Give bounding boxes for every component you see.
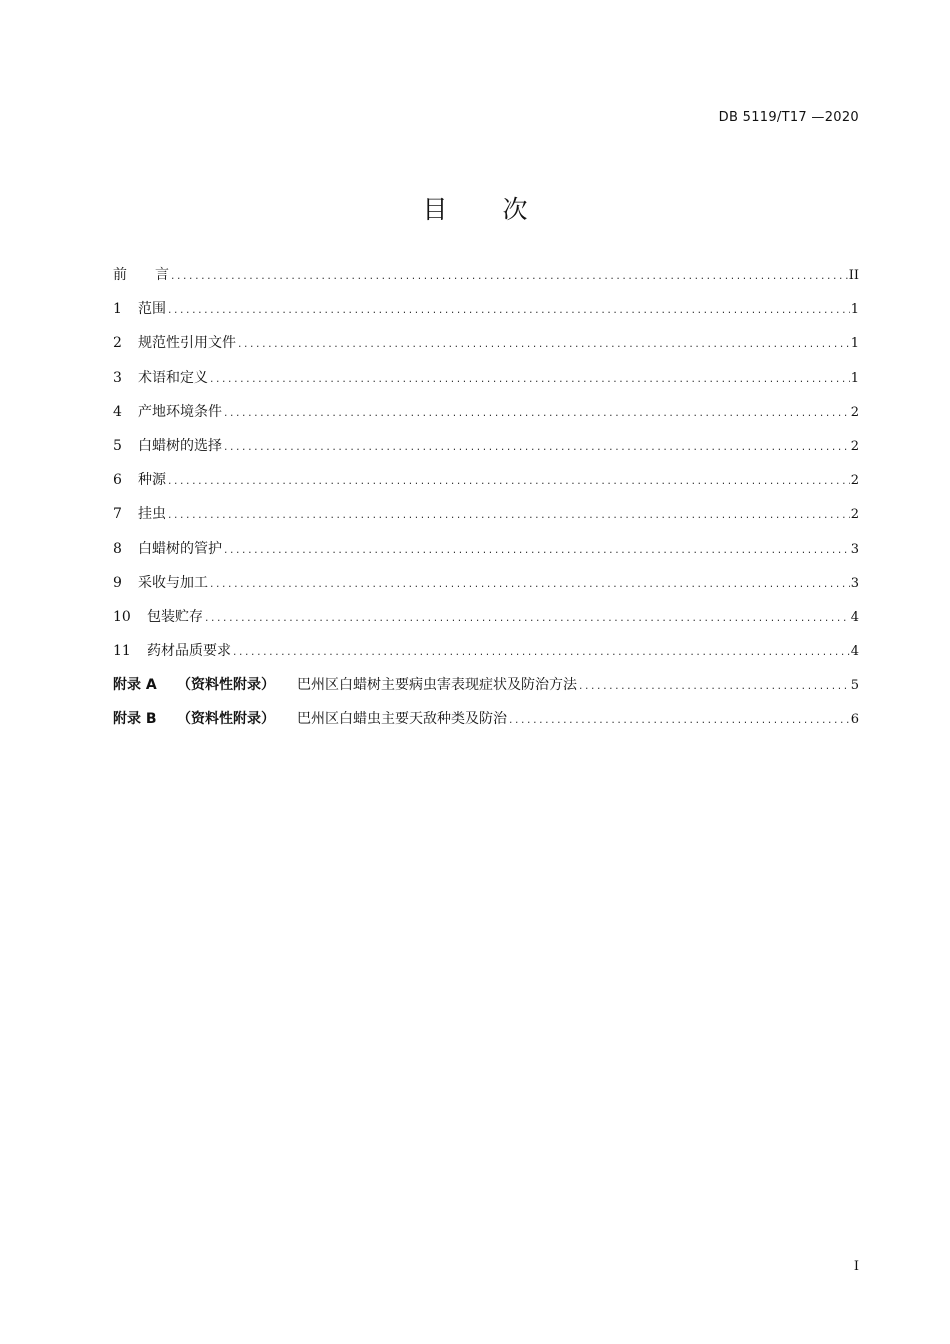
toc-leader-dots [578,676,850,698]
toc-entry-appendix-b[interactable] [113,708,859,742]
toc-entry-number: 7 [113,506,122,523]
standard-code: DB 5119/T17 —2020 [718,110,859,125]
toc-entry-number: 6 [113,472,122,489]
toc-entry-page: 1 [850,370,859,386]
toc-entry-label: 术语和定义 [138,369,208,386]
toc-entry-3[interactable] [113,367,859,401]
toc-entry-page: 6 [850,712,859,728]
toc-appendix-title: 巴州区白蜡虫主要天敌种类及防治 [297,711,507,728]
toc-entry-2[interactable] [113,332,859,366]
toc-leader-dots [167,300,850,322]
toc-entry-page: 2 [850,438,859,454]
toc-entry-number: 4 [113,403,122,420]
footer-page-number: I [853,1259,859,1274]
toc-leader-dots [508,710,850,732]
toc-entry-label: 前 言 [113,267,169,283]
toc-entry-label: 挂虫 [138,506,166,523]
toc-entry-page: II [848,268,859,283]
toc-appendix-number: 附录 A [113,677,157,694]
toc-entry-label: 种源 [138,472,166,489]
toc-entry-number: 9 [113,574,122,591]
toc-entry-number: 3 [113,369,122,386]
toc-entry-number: 11 [113,643,131,660]
toc-leader-dots [237,334,850,356]
toc-entry-label: 药材品质要求 [147,643,231,660]
toc-entry-page: 3 [850,541,859,557]
toc-leader-dots [232,642,850,664]
toc-entry-page: 2 [850,473,859,489]
toc-entry-label: 产地环境条件 [138,403,222,420]
toc-leader-dots [209,574,850,596]
toc-entry-number: 1 [113,301,122,318]
toc-leader-dots [170,266,848,288]
toc-leader-dots [223,403,850,425]
toc-entry-6[interactable] [113,469,859,503]
toc-entry-4[interactable] [113,401,859,435]
toc-entry-page: 1 [850,302,859,318]
toc-leader-dots [167,505,850,527]
toc-entry-number: 10 [113,608,131,625]
toc-entry-11[interactable] [113,640,859,674]
page-title [0,190,950,226]
toc-entry-number: 5 [113,437,122,454]
toc-leader-dots [167,471,850,493]
toc-entry-page: 4 [850,644,859,660]
toc-entry-page: 2 [850,507,859,523]
toc-appendix-title: 巴州区白蜡树主要病虫害表现症状及防治方法 [297,677,577,694]
page-title-char-1: 目 [422,195,448,224]
toc-appendix-type: （资料性附录） [177,711,275,728]
toc-appendix-number: 附录 B [113,711,157,728]
toc-entry-number: 8 [113,540,122,557]
toc-entry-page: 5 [850,678,859,694]
toc-entry-number: 2 [113,335,122,352]
toc-leader-dots [209,369,850,391]
toc-entry-page: 2 [850,404,859,420]
toc-entry-5[interactable] [113,435,859,469]
toc-entry-label: 包装贮存 [147,608,203,625]
toc-entry-7[interactable] [113,503,859,537]
toc-entry-page: 4 [850,609,859,625]
toc-leader-dots [223,437,850,459]
toc-leader-dots [223,540,850,562]
toc-entry-10[interactable] [113,606,859,640]
toc-leader-dots [204,608,850,630]
toc-entry-8[interactable] [113,538,859,572]
toc-entry-label: 规范性引用文件 [138,335,236,352]
toc-entry-page: 3 [850,575,859,591]
toc-appendix-type: （资料性附录） [177,677,275,694]
toc-entry-label: 白蜡树的管护 [138,540,222,557]
table-of-contents [113,264,859,743]
toc-entry-preface[interactable] [113,264,859,298]
toc-entry-label: 采收与加工 [138,574,208,591]
toc-entry-9[interactable] [113,572,859,606]
toc-entry-page: 1 [850,336,859,352]
toc-entry-1[interactable] [113,298,859,332]
toc-entry-label: 范围 [138,301,166,318]
page-title-char-2: 次 [502,195,528,224]
toc-entry-label: 白蜡树的选择 [138,437,222,454]
toc-entry-appendix-a[interactable] [113,674,859,708]
